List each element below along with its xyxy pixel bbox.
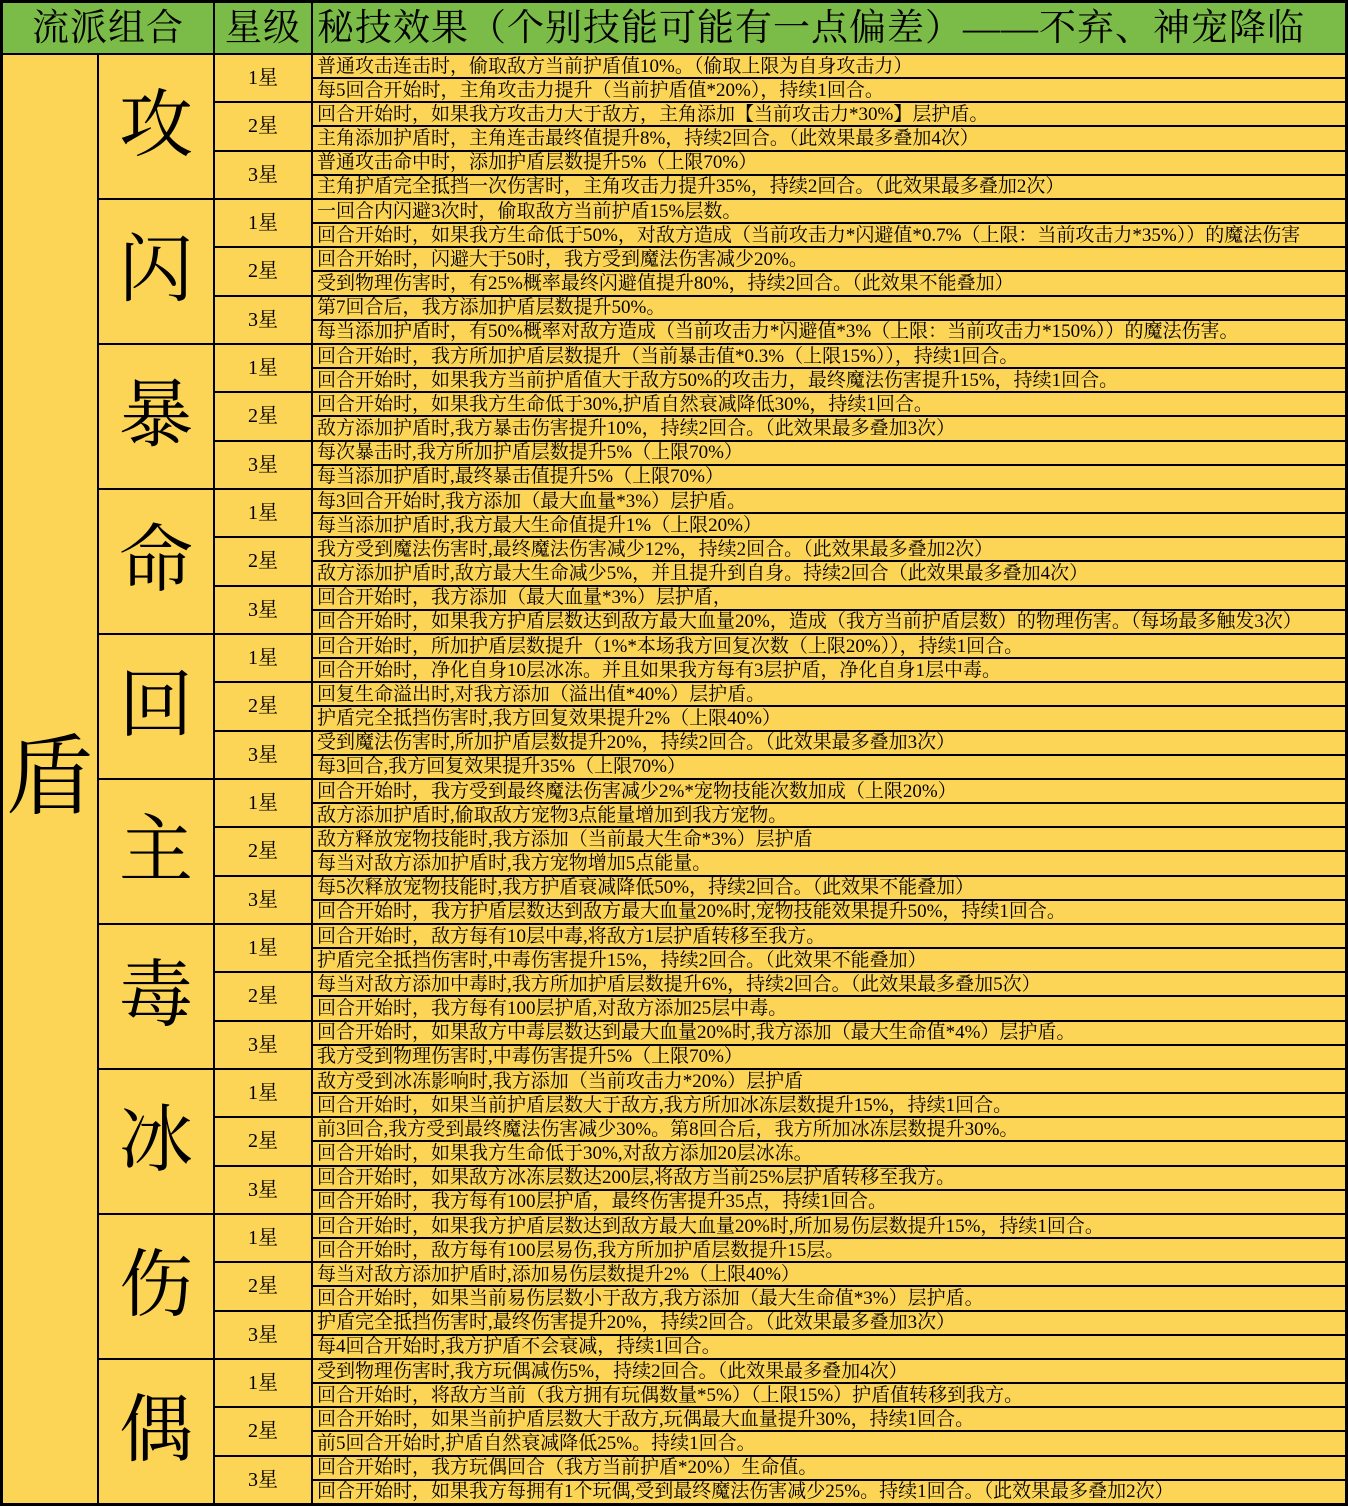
effect-text-cell: 回合开始时，如果我方生命低于30%,护盾自然衰减降低30%，持续1回合。: [313, 393, 1345, 415]
effect-text-cell: 回合开始时，我方护盾层数达到敌方最大血量20%时,宠物技能效果提升50%，持续1回合。: [313, 901, 1345, 923]
effect-text-cell: 回合开始时，如果我方护盾层数达到敌方最大血量20%，造成（我方当前护盾层数）的物理伤害。（每场最多触发3次）: [313, 611, 1345, 633]
star-level-cell: 1星: [215, 635, 311, 681]
effect-text-cell: 敌方添加护盾时,我方暴击伤害提升10%，持续2回合。（此效果最多叠加3次）: [313, 417, 1345, 439]
star-level-cell: 1星: [215, 1215, 311, 1261]
star-level-cell: 3星: [215, 732, 311, 778]
effect-text-cell: 前5回合开始时,护盾自然衰减降低25%。持续1回合。: [313, 1432, 1345, 1454]
star-level-cell: 1星: [215, 780, 311, 826]
star-level-cell: 3星: [215, 587, 311, 633]
star-level-cell: 2星: [215, 683, 311, 729]
effect-text-cell: 护盾完全抵挡伤害时,我方回复效果提升2%（上限40%）: [313, 707, 1345, 729]
effect-text-cell: 护盾完全抵挡伤害时,中毒伤害提升15%，持续2回合。（此效果不能叠加）: [313, 949, 1345, 971]
effect-text-cell: 前3回合,我方受到最终魔法伤害减少30%。第8回合后，我方所加冰冻层数提升30%。: [313, 1118, 1345, 1140]
effect-text-cell: 敌方释放宠物技能时,我方添加（当前最大生命*3%）层护盾: [313, 828, 1345, 850]
header-cell-star: 星级: [215, 3, 311, 53]
effect-text-cell: 我方受到物理伤害时,中毒伤害提升5%（上限70%）: [313, 1046, 1345, 1068]
effect-text-cell: 回合开始时，我方所加护盾层数提升（当前暴击值*0.3%（上限15%）），持续1回合。: [313, 345, 1345, 367]
section-name-cell: 毒: [99, 925, 213, 1068]
effect-text-cell: 每5回合开始时，主角攻击力提升（当前护盾值*20%），持续1回合。: [313, 79, 1345, 101]
star-level-cell: 2星: [215, 248, 311, 294]
section-name-cell: 伤: [99, 1215, 213, 1358]
star-level-cell: 3星: [215, 1022, 311, 1068]
effect-text-cell: 回合开始时，如果我方护盾层数达到敌方最大血量20%时,所加易伤层数提升15%，持续1回合。: [313, 1215, 1345, 1237]
effect-text-cell: 回合开始时，我方受到最终魔法伤害减少2%*宠物技能次数加成（上限20%）: [313, 780, 1345, 802]
effect-text-cell: 受到魔法伤害时,所加护盾层数提升20%，持续2回合。（此效果最多叠加3次）: [313, 732, 1345, 754]
effect-text-cell: 回合开始时，如果当前易伤层数小于敌方,我方添加（最大生命值*3%）层护盾。: [313, 1287, 1345, 1309]
effect-text-cell: 回合开始时，我方玩偶回合（我方当前护盾*20%）生命值。: [313, 1457, 1345, 1479]
effect-text-cell: 每4回合开始时,我方护盾不会衰减，持续1回合。: [313, 1336, 1345, 1358]
effect-text-cell: 回合开始时，如果当前护盾层数大于敌方,玩偶最大血量提升30%，持续1回合。: [313, 1408, 1345, 1430]
effect-text-cell: 每3回合开始时,我方添加（最大血量*3%）层护盾。: [313, 490, 1345, 512]
effect-text-cell: 敌方受到冰冻影响时,我方添加（当前攻击力*20%）层护盾: [313, 1070, 1345, 1092]
star-level-cell: 2星: [215, 828, 311, 874]
star-level-cell: 1星: [215, 1360, 311, 1406]
effect-text-cell: 回合开始时，我方每有100层护盾,对敌方添加25层中毒。: [313, 997, 1345, 1019]
effect-text-cell: 回合开始时，敌方每有100层易伤,我方所加护盾层数提升15层。: [313, 1239, 1345, 1261]
star-level-cell: 1星: [215, 345, 311, 391]
header-cell-effect: 秘技效果（个别技能可能有一点偏差）——不弃、神宠降临: [313, 3, 1345, 53]
effect-text-cell: 受到物理伤害时，有25%概率最终闪避值提升80%，持续2回合。（此效果不能叠加）: [313, 272, 1345, 294]
effect-text-cell: 每当添加护盾时，有50%概率对敌方造成（当前攻击力*闪避值*3%（上限：当前攻击力*150%））的魔法伤害。: [313, 321, 1345, 343]
effect-text-cell: 回合开始时，将敌方当前（我方拥有玩偶数量*5%）（上限15%）护盾值转移到我方。: [313, 1384, 1345, 1406]
effect-text-cell: 回合开始时，如果我方攻击力大于敌方，主角添加【当前攻击力*30%】层护盾。: [313, 103, 1345, 125]
header-cell-combo: 流派组合: [3, 3, 213, 53]
star-level-cell: 2星: [215, 1263, 311, 1309]
section-name-cell: 攻: [99, 55, 213, 198]
effect-text-cell: 护盾完全抵挡伤害时,最终伤害提升20%，持续2回合。（此效果最多叠加3次）: [313, 1312, 1345, 1334]
effect-text-cell: 回合开始时，敌方每有10层中毒,将敌方1层护盾转移至我方。: [313, 925, 1345, 947]
section-name-cell: 命: [99, 490, 213, 633]
effect-text-cell: 回合开始时，我方添加（最大血量*3%）层护盾，: [313, 587, 1345, 609]
effect-text-cell: 每当对敌方添加中毒时,我方所加护盾层数提升6%，持续2回合。（此效果最多叠加5次）: [313, 973, 1345, 995]
star-level-cell: 2星: [215, 1408, 311, 1454]
section-name-cell: 回: [99, 635, 213, 778]
effect-text-cell: 回合开始时，如果我方当前护盾值大于敌方50%的攻击力，最终魔法伤害提升15%，持续1回合。: [313, 369, 1345, 391]
effect-text-cell: 回合开始时，所加护盾层数提升（1%*本场我方回复次数（上限20%）），持续1回合。: [313, 635, 1345, 657]
star-level-cell: 1星: [215, 925, 311, 971]
effect-text-cell: 受到物理伤害时,我方玩偶减伤5%，持续2回合。（此效果最多叠加4次）: [313, 1360, 1345, 1382]
section-name-cell: 冰: [99, 1070, 213, 1213]
effect-text-cell: 回合开始时，闪避大于50时，我方受到魔法伤害减少20%。: [313, 248, 1345, 270]
effect-text-cell: 一回合内闪避3次时，偷取敌方当前护盾15%层数。: [313, 200, 1345, 222]
effect-text-cell: 敌方添加护盾时,偷取敌方宠物3点能量增加到我方宠物。: [313, 804, 1345, 826]
section-name-cell: 主: [99, 780, 213, 923]
effect-text-cell: 回合开始时，净化自身10层冰冻。并且如果我方每有3层护盾，净化自身1层中毒。: [313, 659, 1345, 681]
star-level-cell: 3星: [215, 442, 311, 488]
effect-text-cell: 每当添加护盾时,我方最大生命值提升1%（上限20%）: [313, 514, 1345, 536]
effect-text-cell: 每次暴击时,我方所加护盾层数提升5%（上限70%）: [313, 442, 1345, 464]
effect-text-cell: 回合开始时，如果敌方中毒层数达到最大血量20%时,我方添加（最大生命值*4%）层护盾。: [313, 1022, 1345, 1044]
effect-text-cell: 回合开始时，如果当前护盾层数大于敌方,我方所加冰冻层数提升15%，持续1回合。: [313, 1094, 1345, 1116]
star-level-cell: 2星: [215, 973, 311, 1019]
effect-text-cell: 回合开始时，如果敌方冰冻层数达200层,将敌方当前25%层护盾转移至我方。: [313, 1167, 1345, 1189]
effect-text-cell: 第7回合后，我方添加护盾层数提升50%。: [313, 297, 1345, 319]
star-level-cell: 3星: [215, 1312, 311, 1358]
star-level-cell: 2星: [215, 103, 311, 149]
star-level-cell: 3星: [215, 297, 311, 343]
effect-text-cell: 普通攻击命中时，添加护盾层数提升5%（上限70%）: [313, 152, 1345, 174]
effect-text-cell: 普通攻击连击时，偷取敌方当前护盾值10%。（偷取上限为自身攻击力）: [313, 55, 1345, 77]
star-level-cell: 1星: [215, 490, 311, 536]
effect-text-cell: 每当对敌方添加护盾时,我方宠物增加5点能量。: [313, 852, 1345, 874]
star-level-cell: 3星: [215, 1457, 311, 1503]
effect-text-cell: 敌方添加护盾时,敌方最大生命减少5%，并且提升到自身。持续2回合（此效果最多叠加4次）: [313, 562, 1345, 584]
star-level-cell: 2星: [215, 1118, 311, 1164]
star-level-cell: 2星: [215, 538, 311, 584]
star-level-cell: 1星: [215, 55, 311, 101]
effect-text-cell: 主角添加护盾时，主角连击最终值提升8%，持续2回合。（此效果最多叠加4次）: [313, 127, 1345, 149]
section-name-cell: 偶: [99, 1360, 213, 1503]
star-level-cell: 2星: [215, 393, 311, 439]
effect-text-cell: 回合开始时，如果我方生命低于50%，对敌方造成（当前攻击力*闪避值*0.7%（上限：当前攻击力*35%））的魔法伤害: [313, 224, 1345, 246]
effect-text-cell: 每3回合,我方回复效果提升35%（上限70%）: [313, 756, 1345, 778]
star-level-cell: 1星: [215, 200, 311, 246]
effect-text-cell: 每当对敌方添加护盾时,添加易伤层数提升2%（上限40%）: [313, 1263, 1345, 1285]
effect-text-cell: 回合开始时，如果我方每拥有1个玩偶,受到最终魔法伤害减少25%。持续1回合。（此效果最多叠加2次）: [313, 1481, 1345, 1503]
effect-text-cell: 每5次释放宠物技能时,我方护盾衰减降低50%，持续2回合。（此效果不能叠加）: [313, 877, 1345, 899]
section-name-cell: 暴: [99, 345, 213, 488]
effect-text-cell: 我方受到魔法伤害时,最终魔法伤害减少12%，持续2回合。（此效果最多叠加2次）: [313, 538, 1345, 560]
effect-text-cell: 回复生命溢出时,对我方添加（溢出值*40%）层护盾。: [313, 683, 1345, 705]
shield-group-cell: 盾: [3, 55, 97, 1503]
star-level-cell: 3星: [215, 1167, 311, 1213]
effect-text-cell: 回合开始时，我方每有100层护盾，最终伤害提升35点，持续1回合。: [313, 1191, 1345, 1213]
star-level-cell: 3星: [215, 877, 311, 923]
star-level-cell: 3星: [215, 152, 311, 198]
star-level-cell: 1星: [215, 1070, 311, 1116]
effect-text-cell: 每当添加护盾时,最终暴击值提升5%（上限70%）: [313, 466, 1345, 488]
effect-text-cell: 回合开始时，如果我方生命低于30%,对敌方添加20层冰冻。: [313, 1142, 1345, 1164]
effect-text-cell: 主角护盾完全抵挡一次伤害时，主角攻击力提升35%，持续2回合。（此效果最多叠加2次）: [313, 176, 1345, 198]
section-name-cell: 闪: [99, 200, 213, 343]
